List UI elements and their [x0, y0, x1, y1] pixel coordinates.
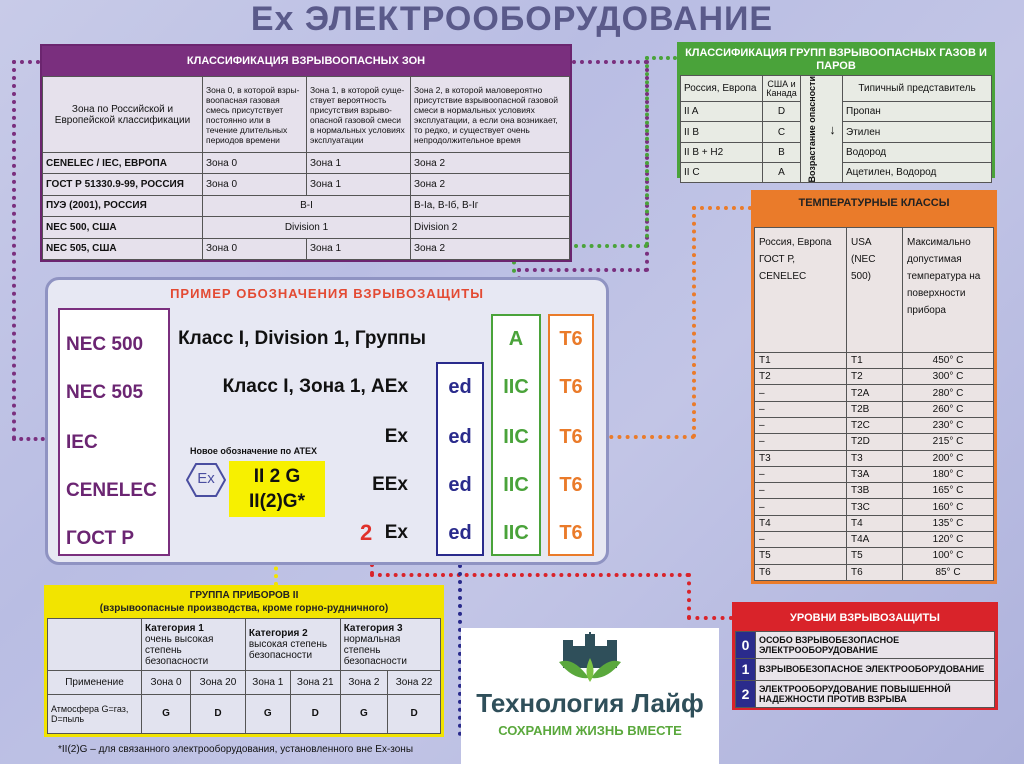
gas-cell: B: [763, 142, 801, 162]
zones-cell: Зона 2: [411, 174, 570, 195]
grp-category-desc: очень высокая степень безопасности: [145, 633, 214, 667]
zones-cell: Division 1: [203, 217, 411, 238]
zones-cell: Зона 0: [203, 174, 307, 195]
grp-cell: Зона 0: [142, 671, 191, 695]
grp-cell: G: [245, 694, 290, 733]
class-label: Класс I, Division 1, Группы: [178, 328, 426, 349]
temp-row: [755, 418, 994, 434]
protection-levels-table: [732, 602, 998, 710]
grp-row-atm-label: Атмосфера G=газ, D=пыль: [48, 694, 142, 733]
temp-cell: T1: [847, 352, 903, 368]
gas-cell: Этилен: [843, 122, 992, 142]
temp-cell: 200° C: [903, 450, 994, 466]
zones-row-name: NEC 500, США: [43, 217, 203, 238]
grp-corner: [48, 619, 142, 671]
temp-row: [755, 352, 994, 368]
gas-group-mark: IIC: [503, 426, 529, 448]
grp-category: [245, 619, 340, 671]
zones-header-zone0: Зона 0, в которой взры-воопасная газовая смесь присутствует постоянно или в течение длительных периодов времени: [203, 77, 307, 153]
temp-col-ru: Россия, Европа ГОСТ Р, CENELEC: [755, 228, 847, 353]
temp-cell: T3: [847, 450, 903, 466]
zones-header-zone1: Зона 1, в которой суще-ствует вероятность присутствия взрыво-опасной газовой смеси в нормальных условиях эксплуатации: [307, 77, 411, 153]
ex-hexagon-icon: [186, 462, 226, 498]
temp-cell: –: [755, 466, 847, 482]
class-label: Ex: [384, 426, 408, 447]
device-group-table: [44, 585, 444, 737]
zones-cell: Зона 1: [307, 238, 411, 259]
zones-cell: Зона 2: [411, 153, 570, 174]
temp-cell: T1: [755, 352, 847, 368]
protection-type: ed: [448, 474, 472, 496]
temp-cell: 180° C: [903, 466, 994, 482]
temp-cell: T3A: [847, 466, 903, 482]
zones-cell: Зона 0: [203, 153, 307, 174]
grp-cell: Зона 21: [290, 671, 340, 695]
temp-cell: –: [755, 434, 847, 450]
zones-cell: Зона 1: [307, 153, 411, 174]
temp-cell: –: [755, 401, 847, 417]
company-logo: [461, 628, 719, 764]
prot-level-text: ОСОБО ВЗРЫВОБЕЗОПАСНОЕ ЭЛЕКТРООБОРУДОВАНИЕ: [756, 632, 995, 659]
protection-type: ed: [448, 426, 472, 448]
temp-row: [755, 450, 994, 466]
protection-level-number: 2: [360, 520, 373, 545]
temp-cell: T2A: [847, 385, 903, 401]
temperature-mark: T6: [559, 328, 583, 350]
temperature-mark: T6: [559, 522, 583, 544]
temp-cell: T3: [755, 450, 847, 466]
gas-cell: Водород: [843, 142, 992, 162]
zones-cell: Division 2: [411, 217, 570, 238]
prot-level-number: 2: [736, 681, 756, 708]
protection-type-column: [436, 362, 484, 556]
logo-slogan: СОХРАНИМ ЖИЗНЬ ВМЕСТЕ: [498, 723, 682, 738]
protection-type: ed: [448, 522, 472, 544]
temp-cell: T4A: [847, 532, 903, 548]
temp-row: [755, 499, 994, 515]
gas-col-typ: Типичный представитель: [843, 76, 992, 102]
logo-name: Технология Лайф: [476, 688, 704, 718]
temp-cell: T3B: [847, 483, 903, 499]
atex-label: Новое обозначение по ATEX: [190, 446, 318, 456]
temp-cell: 120° C: [903, 532, 994, 548]
gas-cell: II B: [681, 122, 763, 142]
gas-cell: Ацетилен, Водород: [843, 163, 992, 183]
temp-cell: 135° C: [903, 515, 994, 531]
temperature-mark: T6: [559, 426, 583, 448]
grp-category: [340, 619, 440, 671]
temp-cell: 160° C: [903, 499, 994, 515]
zones-row-name: CENELEC / IEC, ЕВРОПА: [43, 153, 203, 174]
temp-cell: –: [755, 532, 847, 548]
class-label: Ex: [384, 522, 408, 543]
grp-cell: Зона 2: [340, 671, 387, 695]
atex-line1: II 2 G: [253, 466, 301, 487]
zones-row-name: ПУЭ (2001), РОССИЯ: [43, 195, 203, 216]
grp-cell: G: [340, 694, 387, 733]
gas-group-mark: IIC: [503, 522, 529, 544]
temp-cell: T4: [847, 515, 903, 531]
temp-cell: 230° C: [903, 418, 994, 434]
grp-cell: Зона 1: [245, 671, 290, 695]
marking-example-panel: [45, 277, 609, 565]
atex-symbol: Ex: [197, 470, 215, 487]
temp-cell: T2: [755, 369, 847, 385]
temp-cell: 100° C: [903, 548, 994, 564]
grp-row-use-label: Применение: [48, 671, 142, 695]
grp-cell: Зона 20: [191, 671, 246, 695]
zones-header-zone: Зона по Российской и Европейской классификации: [43, 77, 203, 153]
grp-category-title: Категория 2: [248, 628, 308, 639]
standard-label: NEC 500: [66, 334, 144, 355]
atex-line2: II(2)G*: [249, 491, 305, 512]
temp-cell: T2B: [847, 401, 903, 417]
temperature-mark: T6: [559, 376, 583, 398]
temp-cell: T5: [847, 548, 903, 564]
prot-heading: УРОВНИ ВЗРЫВОЗАЩИТЫ: [790, 612, 940, 624]
temp-row: [755, 466, 994, 482]
gas-cell: D: [763, 102, 801, 122]
temp-row: [755, 564, 994, 580]
standards-box: [58, 308, 170, 556]
temp-cell: T6: [755, 564, 847, 580]
temp-row: [755, 548, 994, 564]
arrow-down-icon: ↓: [829, 121, 836, 137]
gas-col-danger: Возрастание опасности: [807, 76, 818, 183]
temp-row: [755, 532, 994, 548]
grp-category-title: Категория 3: [343, 622, 403, 634]
temp-cell: 215° C: [903, 434, 994, 450]
temperature-class-column: [548, 314, 594, 556]
temp-cell: 165° C: [903, 483, 994, 499]
class-label: EEx: [372, 474, 408, 495]
grp-category-title: Категория 1: [145, 622, 204, 634]
temp-cell: 450° C: [903, 352, 994, 368]
temp-cell: 280° C: [903, 385, 994, 401]
grp-cell: D: [191, 694, 246, 733]
standard-label: CENELEC: [66, 480, 157, 501]
temperature-mark: T6: [559, 474, 583, 496]
temp-cell: T2D: [847, 434, 903, 450]
gas-cell: A: [763, 163, 801, 183]
zones-cell: Зона 1: [307, 174, 411, 195]
temp-cell: 85° C: [903, 564, 994, 580]
zones-cell: В-Iа, В-Iб, В-Iг: [411, 195, 570, 216]
gas-cell: II C: [681, 163, 763, 183]
gas-group-mark: A: [508, 328, 524, 350]
grp-category-desc: нормальная степень безопасности: [343, 633, 407, 667]
temp-row: [755, 483, 994, 499]
protection-type: ed: [448, 376, 472, 398]
temp-row: [755, 401, 994, 417]
temp-cell: T5: [755, 548, 847, 564]
temp-cell: 300° C: [903, 369, 994, 385]
grp-cell: G: [142, 694, 191, 733]
zones-row-name: ГОСТ Р 51330.9-99, РОССИЯ: [43, 174, 203, 195]
temp-row: [755, 515, 994, 531]
zones-cell: Зона 2: [411, 238, 570, 259]
gas-group-column: [491, 314, 541, 556]
standard-label: IEC: [66, 432, 98, 453]
grp-category-desc: высокая степень безопасности: [248, 639, 328, 661]
example-heading: ПРИМЕР ОБОЗНАЧЕНИЯ ВЗРЫВОЗАЩИТЫ: [170, 286, 484, 301]
prot-level-text: ВЗРЫВОБЕЗОПАСНОЕ ЭЛЕКТРООБОРУДОВАНИЕ: [756, 658, 995, 680]
temp-cell: –: [755, 385, 847, 401]
zones-header-zone2: Зона 2, в которой маловероятно присутствие взрывоопасной газовой смеси в нормальных условиях эксплуатации, а если она возникает, то редко, и существует очень непродолжительное время: [411, 77, 570, 153]
temp-cell: T4: [755, 515, 847, 531]
gas-cell: II B + H2: [681, 142, 763, 162]
temp-col-us: USA (NEC 500): [847, 228, 903, 353]
zones-heading: КЛАССИФИКАЦИЯ ВЗРЫВООПАСНЫХ ЗОН: [186, 55, 426, 67]
prot-level-number: 0: [736, 632, 756, 659]
zones-cell: Зона 0: [203, 238, 307, 259]
temp-cell: –: [755, 418, 847, 434]
gas-danger-cell: [801, 76, 843, 183]
temp-cell: T6: [847, 564, 903, 580]
zones-row-name: NEC 505, США: [43, 238, 203, 259]
gas-col-us: США и Канада: [763, 76, 801, 102]
zones-classification-table: [40, 44, 572, 262]
class-label: Класс I, Зона 1, AEx: [222, 376, 408, 397]
temp-heading: ТЕМПЕРАТУРНЫЕ КЛАССЫ: [798, 197, 950, 209]
prot-level-text: ЭЛЕКТРООБОРУДОВАНИЕ ПОВЫШЕННОЙ НАДЕЖНОСТИ ПРОТИВ ВЗРЫВА: [756, 681, 995, 708]
temp-cell: T2C: [847, 418, 903, 434]
grp-category: [142, 619, 246, 671]
grp-heading-sub: (взрывоопасные производства, кроме горно-рудничного): [99, 603, 389, 614]
temp-row: [755, 434, 994, 450]
page-title: Ex ЭЛЕКТРООБОРУДОВАНИЕ: [250, 0, 774, 38]
gas-groups-table: [677, 42, 995, 183]
temp-cell: T3C: [847, 499, 903, 515]
gas-cell: Пропан: [843, 102, 992, 122]
gas-cell: C: [763, 122, 801, 142]
gas-group-mark: IIC: [503, 376, 529, 398]
temp-row: [755, 369, 994, 385]
grp-heading: [47, 588, 441, 618]
gas-group-mark: IIC: [503, 474, 529, 496]
temp-cell: T2: [847, 369, 903, 385]
temp-row: [755, 385, 994, 401]
grp-cell: D: [388, 694, 441, 733]
gas-col-ru: Россия, Европа: [681, 76, 763, 102]
grp-heading-main: ГРУППА ПРИБОРОВ II: [189, 590, 299, 601]
temp-cell: –: [755, 499, 847, 515]
temp-col-max: Максимально допустимая температура на поверхности прибора: [903, 228, 994, 353]
prot-level-number: 1: [736, 658, 756, 680]
temperature-classes-table: [751, 190, 997, 584]
zones-cell: В-I: [203, 195, 411, 216]
grp-cell: D: [290, 694, 340, 733]
gas-cell: II A: [681, 102, 763, 122]
grp-footnote: *II(2)G – для связанного электрооборудования, установленного вне Ex-зоны: [58, 744, 414, 755]
atex-marking: [229, 461, 325, 517]
castle-leaf-icon: [553, 632, 627, 686]
gas-heading: КЛАССИФИКАЦИЯ ГРУПП ВЗРЫВООПАСНЫХ ГАЗОВ И ПАРОВ: [685, 47, 987, 72]
grp-cell: Зона 22: [388, 671, 441, 695]
temp-cell: –: [755, 483, 847, 499]
standard-label: ГОСТ Р: [66, 528, 135, 549]
standard-label: NEC 505: [66, 382, 144, 403]
temp-cell: 260° C: [903, 401, 994, 417]
